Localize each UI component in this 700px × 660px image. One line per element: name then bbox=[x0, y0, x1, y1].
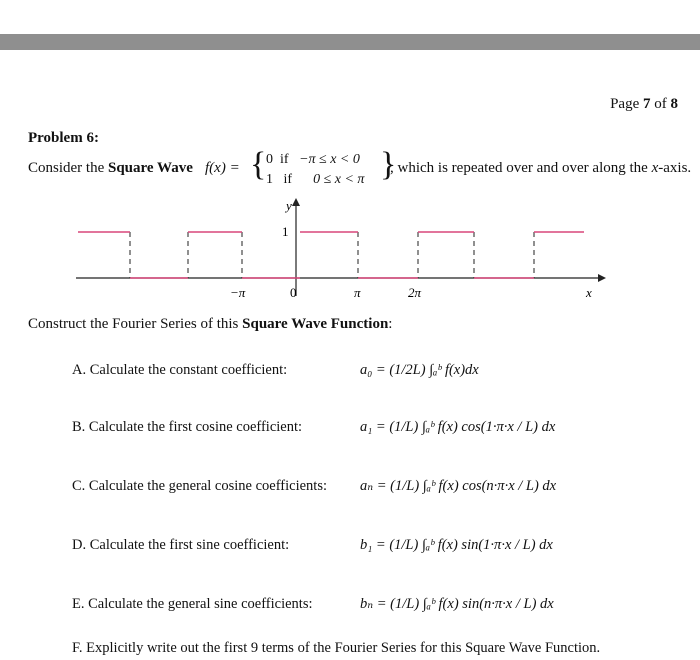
square-wave bbox=[78, 232, 584, 278]
tick-label: −π bbox=[230, 285, 246, 300]
question-c: C. Calculate the general cosine coefficients: bbox=[72, 478, 327, 494]
tick-label: 0 bbox=[290, 285, 297, 300]
formula-a1: a₁ = (1/L) ∫ₐᵇ f(x) cos(1·π·x / L) dx bbox=[360, 419, 556, 435]
formula-bn: bₙ = (1/L) ∫ₐᵇ f(x) sin(n·π·x / L) dx bbox=[360, 596, 554, 612]
question-e: E. Calculate the general sine coefficients: bbox=[72, 596, 313, 612]
x-axis-arrow bbox=[598, 274, 606, 282]
problem-title: Problem 6: bbox=[28, 130, 99, 146]
page-indicator: Page 7 of 8 bbox=[610, 96, 678, 112]
top-gray-bar bbox=[0, 34, 700, 50]
function-label: f(x) = bbox=[205, 160, 240, 176]
formula-b1: b₁ = (1/L) ∫ₐᵇ f(x) sin(1·π·x / L) dx bbox=[360, 537, 553, 553]
question-a: A. Calculate the constant coefficient: bbox=[72, 362, 288, 378]
formula-a0: a₀ = (1/2L) ∫ₐᵇ f(x)dx bbox=[360, 362, 479, 378]
problem-statement: Consider the Square Wave f(x) = { 0 if −π ≤ x < 0 1 if 0 ≤ x < π } , which is repeated over and over along the x-axis. bbox=[28, 160, 688, 200]
tick-label: π bbox=[354, 285, 361, 300]
formula-an: aₙ = (1/L) ∫ₐᵇ f(x) cos(n·π·x / L) dx bbox=[360, 478, 557, 494]
question-f: F. Explicitly write out the first 9 terms of the Fourier Series for this Square Wave Function. bbox=[72, 640, 601, 656]
piecewise-cases: 0 if −π ≤ x < 0 1 if 0 ≤ x < π bbox=[266, 152, 365, 187]
x-axis-label: x bbox=[586, 285, 592, 300]
y-axis-arrow bbox=[292, 198, 300, 206]
question-d: D. Calculate the first sine coefficient: bbox=[72, 537, 290, 553]
square-wave-graph bbox=[0, 190, 700, 300]
dashed-lines bbox=[130, 232, 534, 278]
question-b: B. Calculate the first cosine coefficient: bbox=[72, 419, 303, 435]
y-axis-label: y bbox=[286, 198, 292, 213]
tick-label: 2π bbox=[408, 285, 422, 300]
one-label: 1 bbox=[282, 224, 289, 239]
construct-instruction: Construct the Fourier Series of this Square Wave Function: bbox=[28, 316, 393, 332]
